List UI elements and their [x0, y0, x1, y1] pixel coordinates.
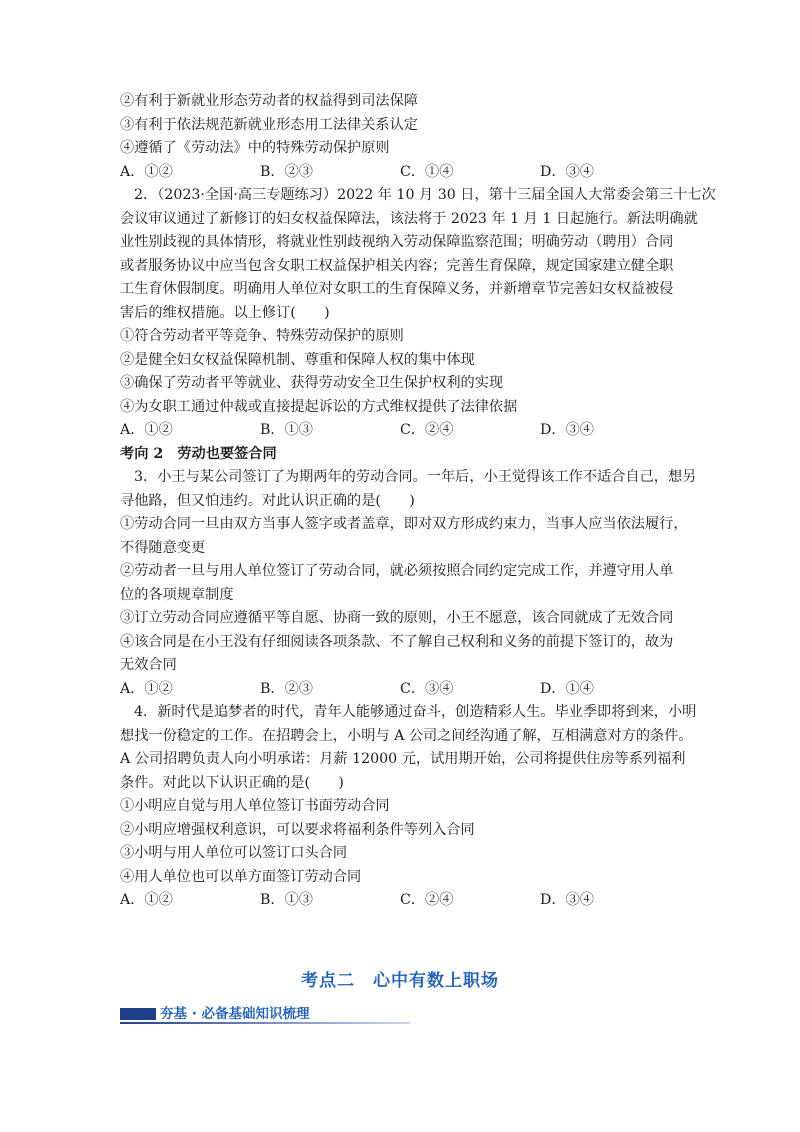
q3-option-b: B．②③: [260, 680, 313, 697]
topic-heading: 考向 2 劳动也要签合同: [120, 445, 277, 462]
q4-option-c: C．②④: [400, 892, 454, 908]
section-title: 考点二 心中有数上职场: [301, 971, 499, 991]
banner-underline: [120, 1022, 410, 1024]
q2-option-a: A．①②: [120, 422, 173, 438]
q1-option-b: B．②③: [260, 163, 313, 180]
q2-stem-line: 害后的维权措施。以上修订( ): [120, 304, 330, 321]
q3-statement-line: ②劳动者一旦与用人单位签订了劳动合同，就必须按照合同约定完成工作，并遵守用人单: [120, 563, 674, 579]
q4-option-a: A．①②: [120, 892, 173, 908]
q2-statement: ②是健全妇女权益保障机制、尊重和保障人权的集中体现: [120, 351, 475, 368]
q1-statement-2: ②有利于新就业形态劳动者的权益得到司法保障: [120, 93, 418, 109]
q4-stem-line: 想找一份稳定的工作。在招聘会上，小明与 A 公司之间经沟通了解，互相满意对方的条件。: [120, 727, 693, 744]
q2-stem-line: 工生育休假制度。明确用人单位对女职工的生育保障义务，并新增章节完善妇女权益被侵: [120, 281, 674, 297]
q3-statement-line: ④该合同是在小王没有仔细阅读各项条款、不了解自己权利和义务的前提下签订的，故为: [120, 633, 674, 650]
q3-statement-line: 不得随意变更: [120, 539, 206, 556]
q4-statement: ④用人单位也可以单方面签订劳动合同: [120, 868, 362, 885]
content-column: [120, 90, 716, 913]
q4-statement: ②小明应增强权利意识，可以要求将福利条件等列入合同: [120, 821, 475, 838]
q2-statement: ④为女职工通过仲裁或直接提起诉讼的方式维权提供了法律依据: [120, 398, 518, 415]
q2-option-d: D．③④: [540, 422, 594, 438]
q1-statement-3: ③有利于依法规范新就业形态用工法律关系认定: [120, 116, 418, 133]
q4-option-d: D．③④: [540, 892, 594, 908]
q3-statement-line: 无效合同: [120, 657, 177, 673]
q3-option-a: A．①②: [120, 680, 173, 697]
q4-options: [120, 889, 680, 913]
q4-statement: ①小明应自觉与用人单位签订书面劳动合同: [120, 798, 390, 814]
section-banner: [120, 1002, 410, 1024]
q2-statement: ③确保了劳动者平等就业、获得劳动安全卫生保护权利的实现: [120, 375, 504, 391]
q3-statement-line: 位的各项规章制度: [120, 586, 234, 603]
q2-option-c: C．②④: [400, 422, 454, 438]
q1-statement-4: ④遵循了《劳动法》中的特殊劳动保护原则: [120, 140, 390, 156]
q3-stem-line: 寻他路，但又怕违约。对此认识正确的是( ): [120, 492, 415, 509]
q3-stem-line: 3．小王与某公司签订了为期两年的劳动合同。一年后，小王觉得该工作不适合自己，想另: [134, 469, 697, 485]
q4-stem-line: 4．新时代是追梦者的时代，青年人能够通过奋斗，创造精彩人生。毕业季即将到来，小明: [134, 704, 697, 720]
q2-stem-line: 或者服务协议中应当包含女职工权益保护相关内容；完善生育保障，规定国家建立健全职: [120, 257, 674, 274]
banner-text: 夯基 · 必备基础知识梳理: [160, 1006, 310, 1022]
q4-stem-line: 条件。对此以下认识正确的是( ): [120, 774, 344, 791]
q1-option-c: C．①④: [400, 163, 454, 180]
q2-stem-line: 2．（2023·全国·高三专题练习）2022 年 10 月 30 日，第十三届全国人大常委会第三十七次: [134, 187, 716, 203]
q2-options: [120, 419, 680, 443]
q3-option-c: C．③④: [400, 680, 454, 697]
q2-option-b: B．①③: [260, 422, 313, 438]
q2-stem-line: 会议审议通过了新修订的妇女权益保障法，该法将于 2023 年 1 月 1 日起施行。新法明确就: [120, 210, 698, 227]
q4-stem-line: A 公司招聘负责人向小明承诺：月薪 12000 元，试用期开始，公司将提供住房等系列福利: [120, 751, 686, 767]
q1-option-d: D．③④: [540, 163, 594, 180]
q2-stem-line: 业性别歧视的具体情形，将就业性别歧视纳入劳动保障监察范围；明确劳动（聘用）合同: [120, 234, 674, 250]
q3-statement-line: ①劳动合同一旦由双方当事人签字或者盖章，即对双方形成约束力，当事人应当依法履行，: [120, 516, 688, 532]
q1-options: [120, 161, 680, 185]
q3-options: [120, 678, 680, 702]
q4-statement: ③小明与用人单位可以签订口头合同: [120, 845, 348, 861]
q1-option-a: A．①②: [120, 163, 173, 180]
q4-option-b: B．①③: [260, 892, 313, 908]
q3-option-d: D．①④: [540, 680, 594, 697]
banner-bar-decoration: [120, 1008, 156, 1020]
q2-statement: ①符合劳动者平等竞争、特殊劳动保护的原则: [120, 328, 404, 344]
q3-statement-line: ③订立劳动合同应遵循平等自愿、协商一致的原则，小王不愿意，该合同就成了无效合同: [120, 610, 674, 626]
